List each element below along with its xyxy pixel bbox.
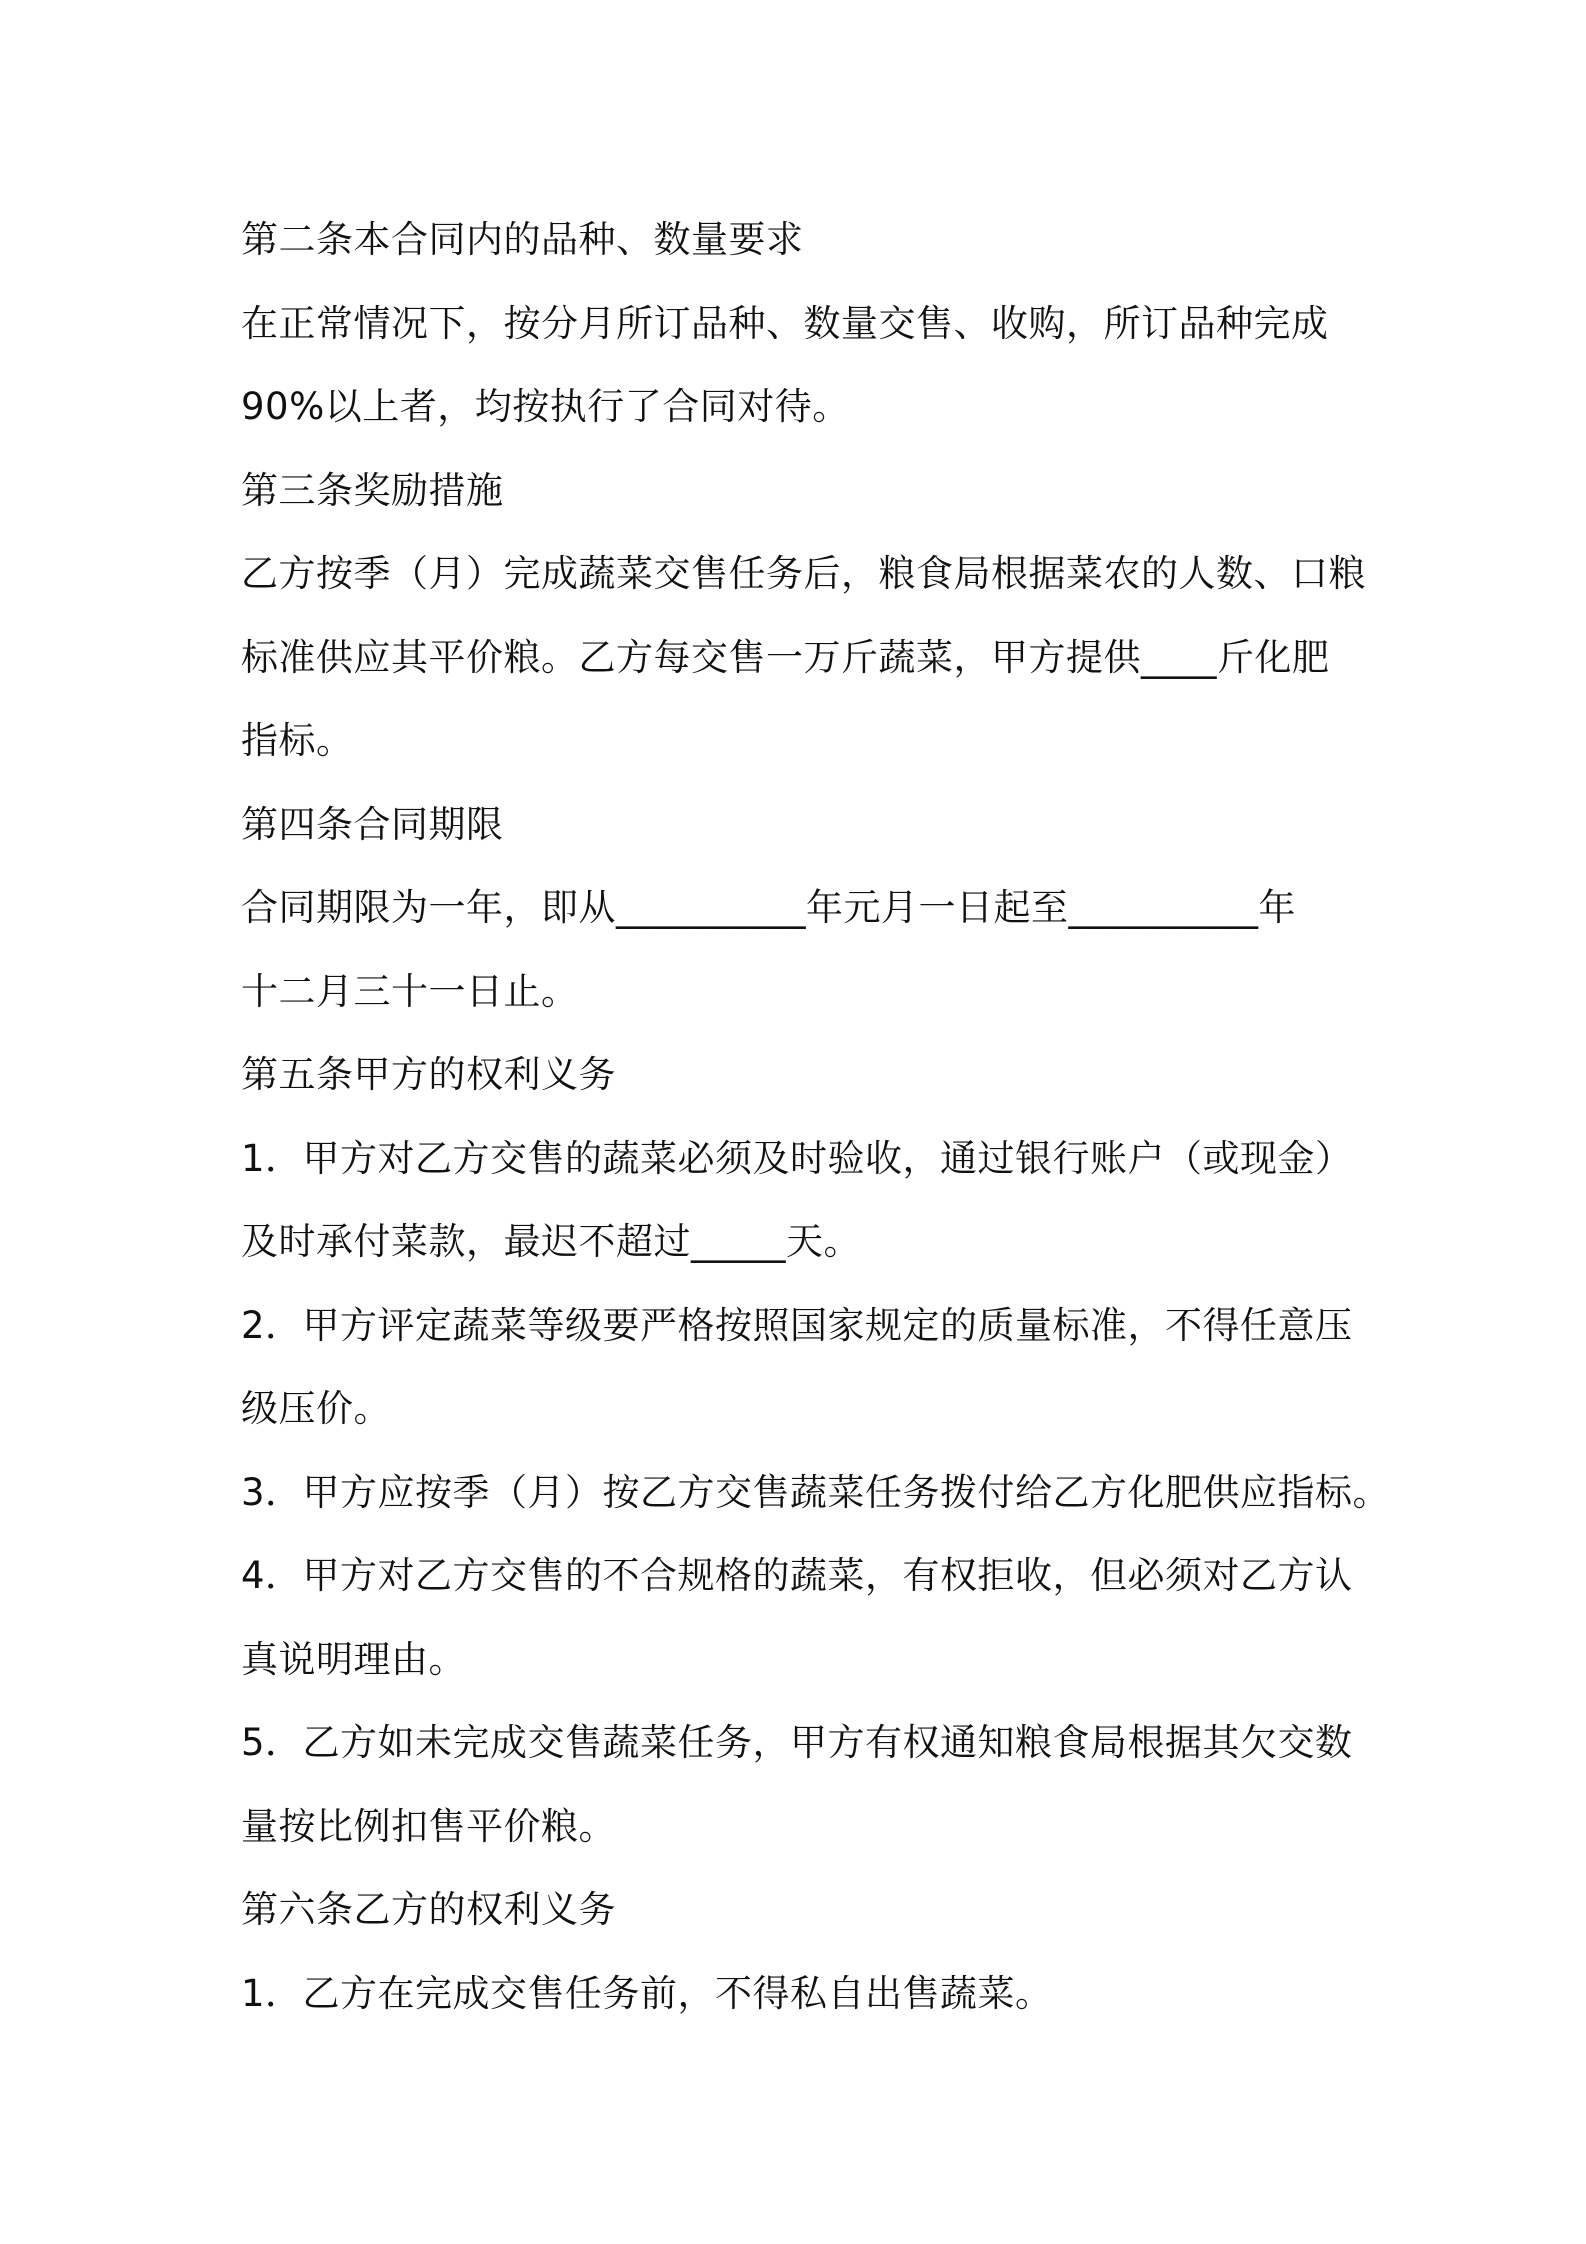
paragraph-line: 标准供应其平价粮。乙方每交售一万斤蔬菜，甲方提供____斤化肥: [241, 635, 1330, 679]
clause-line: 3．甲方应按季（月）按乙方交售蔬菜任务拨付给乙方化肥供应指标。: [241, 1470, 1391, 1514]
article-2-heading: 第二条本合同内的品种、数量要求: [241, 218, 804, 261]
article-4-heading: 第四条合同期限: [241, 802, 504, 846]
clause-line: 真说明理由。: [241, 1637, 466, 1681]
clause-line: 量按比例扣售平价粮。: [241, 1804, 616, 1848]
clause-line: 2．甲方评定蔬菜等级要严格按照国家规定的质量标准，不得任意压: [241, 1303, 1353, 1347]
paragraph-line: 90%以上者，均按执行了合同对待。: [241, 385, 850, 428]
clause-line: 1．乙方在完成交售任务前，不得私自出售蔬菜。: [241, 1971, 1053, 2015]
article-3-heading: 第三条奖励措施: [241, 468, 504, 512]
clause-line: 级压价。: [241, 1387, 391, 1430]
article-5-heading: 第五条甲方的权利义务: [241, 1053, 616, 1096]
paragraph-line: 十二月三十一日止。: [241, 969, 579, 1013]
document-body: [241, 198, 1401, 2035]
clause-line: 1．甲方对乙方交售的蔬菜必须及时验收，通过银行账户（或现金）: [241, 1136, 1353, 1180]
paragraph-line: 合同期限为一年，即从__________年元月一日起至__________年: [241, 886, 1296, 929]
clause-line: 5．乙方如未完成交售蔬菜任务，甲方有权通知粮食局根据其欠交数: [241, 1721, 1353, 1764]
clause-line: 及时承付菜款，最迟不超过_____天。: [241, 1220, 861, 1263]
article-6-heading: 第六条乙方的权利义务: [241, 1888, 616, 1931]
paragraph-line: 在正常情况下，按分月所订品种、数量交售、收购，所订品种完成: [241, 301, 1329, 345]
paragraph-line: 指标。: [241, 719, 354, 762]
paragraph-line: 乙方按季（月）完成蔬菜交售任务后，粮食局根据菜农的人数、口粮: [241, 552, 1366, 595]
clause-line: 4．甲方对乙方交售的不合规格的蔬菜，有权拒收，但必须对乙方认: [241, 1554, 1353, 1597]
